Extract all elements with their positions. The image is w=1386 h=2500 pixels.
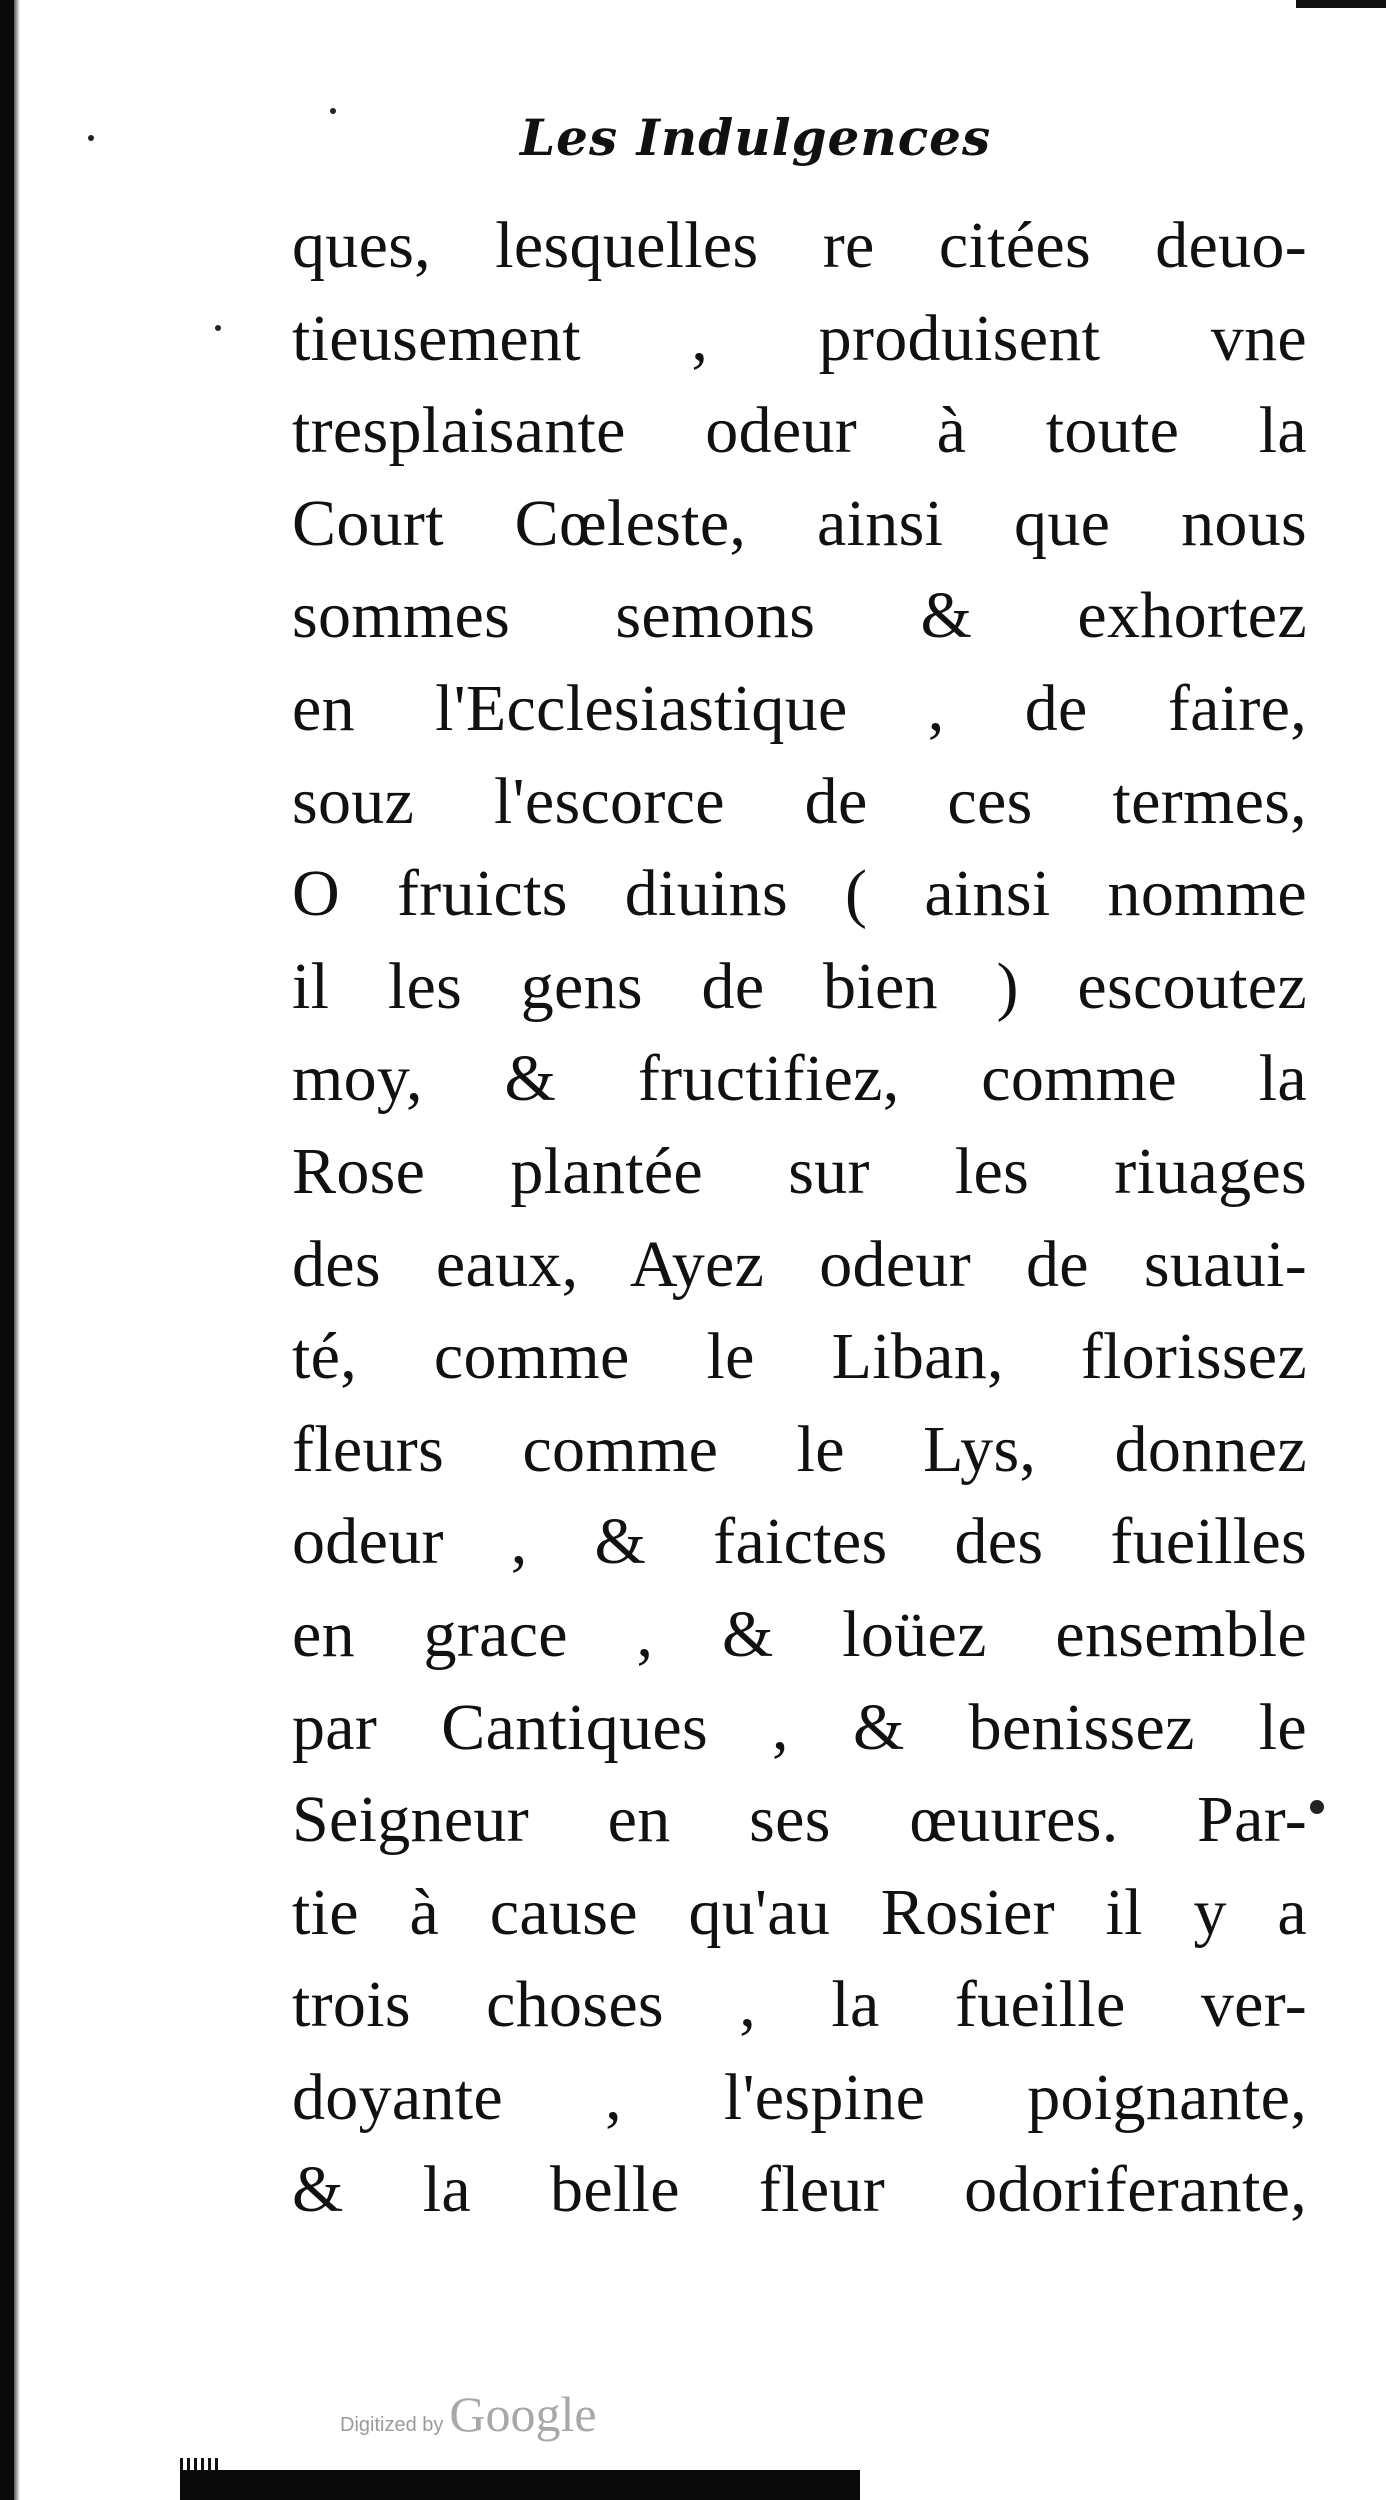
ink-speck bbox=[215, 325, 221, 331]
ink-speck bbox=[1310, 1800, 1324, 1814]
text-line: O fruicts diuins ( ainsi nomme bbox=[292, 857, 1307, 931]
running-head: Les Indulgences bbox=[520, 108, 992, 167]
text-line: trois choses , la fueille ver- bbox=[292, 1968, 1307, 2042]
text-line: & la belle fleur odoriferante, bbox=[292, 2153, 1307, 2227]
text-line: tresplaisante odeur à toute la bbox=[292, 394, 1307, 468]
digitized-watermark bbox=[340, 2385, 597, 2443]
google-logo: Google bbox=[449, 2386, 597, 2442]
text-line: souz l'escorce de ces termes, bbox=[292, 764, 1307, 838]
text-line: sommes semons & exhortez bbox=[292, 579, 1307, 653]
text-line: des eaux, Ayez odeur de suaui- bbox=[292, 1227, 1307, 1301]
text-line: doyante , l'espine poignante, bbox=[292, 2060, 1307, 2134]
text-line: odeur , & faictes des fueilles bbox=[292, 1505, 1307, 1579]
digitized-by-text: Digitized by bbox=[340, 2414, 444, 2436]
scan-edge-top bbox=[1296, 0, 1386, 8]
text-line: par Cantiques , & benissez le bbox=[292, 1690, 1307, 1764]
ink-speck bbox=[88, 135, 94, 141]
text-line: Seigneur en ses œuures. Par- bbox=[292, 1783, 1307, 1857]
text-line: moy, & fructifiez, comme la bbox=[292, 1042, 1307, 1116]
text-line: fleurs comme le Lys, donnez bbox=[292, 1412, 1307, 1486]
text-line: en grace , & loüez ensemble bbox=[292, 1597, 1307, 1671]
scan-edge-shadow bbox=[14, 0, 20, 2500]
text-line: tieusement , produisent vne bbox=[292, 301, 1307, 375]
text-line: ques, lesquelles re citées deuo- bbox=[292, 209, 1307, 282]
text-line: tie à cause qu'au Rosier il y a bbox=[292, 1875, 1307, 1949]
scan-edge-left bbox=[0, 0, 14, 2500]
body-text bbox=[292, 200, 1307, 2237]
text-line: Rose plantée sur les riuages bbox=[292, 1134, 1307, 1208]
scan-edge-bottom bbox=[180, 2470, 860, 2500]
ink-speck bbox=[330, 108, 336, 114]
text-line: té, comme le Liban, florissez bbox=[292, 1320, 1307, 1394]
text-line: Court Cœleste, ainsi que nous bbox=[292, 486, 1307, 560]
text-line: en l'Ecclesiastique , de faire, bbox=[292, 671, 1307, 745]
text-line: il les gens de bien ) escoutez bbox=[292, 949, 1307, 1023]
